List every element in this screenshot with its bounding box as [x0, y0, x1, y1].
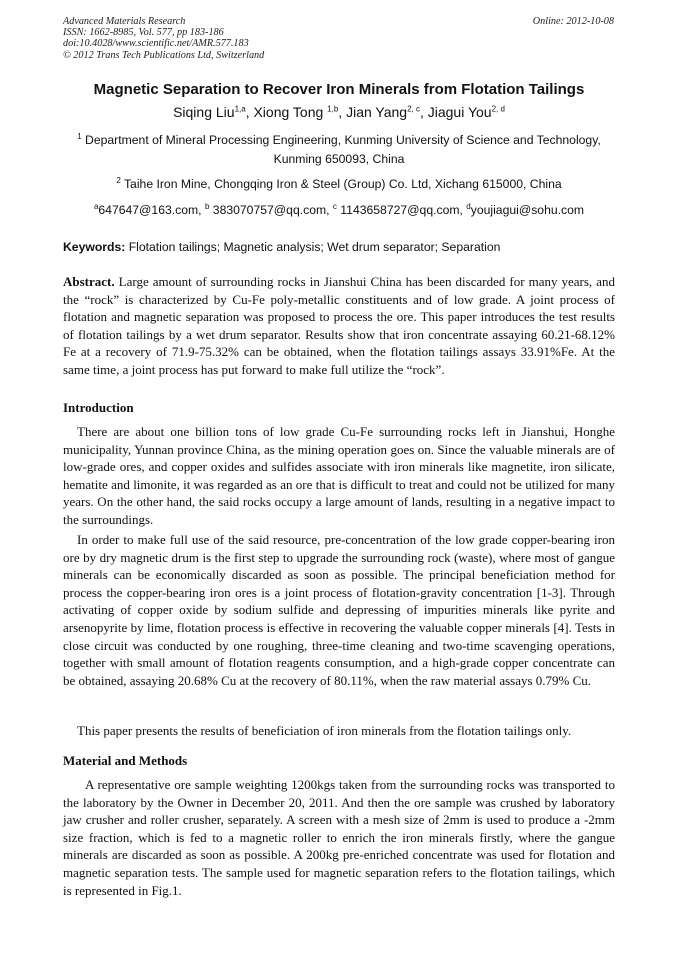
intro-paragraph-3: This paper presents the results of beneficiation of iron minerals from the flotation tailings only.	[77, 723, 572, 738]
intro-paragraph-2: In order to make full use of the said resource, pre-concentration of the low grade copper-bearing iron ore by dry magnetic drum is the first step to upgrade the surrounding rock (waste), where most of gangue minerals can be economically discarded as soon as possible. The principal beneficiation method for process the copper-bearing iron ores is a joint process of flotation-gravity concentration [1-3]. Through activating of copper oxide by sodium sulfide and depressing of impurities minerals like pyrite and arsenopyrite by lime, flotation process is effective in recovering the valuable copper minerals [4]. Tests in close circuit was conducted by one roughing, three-time cleaning and two-time scavenging operations, together with small amount of flotation reagents consumption, and a high-grade copper concentrate can be obtained, assaying 20.68% Cu at the recovery of 80.11%, when the raw material assays 0.79% Cu.	[63, 532, 615, 688]
author-affil-mark: 1,a	[234, 104, 246, 114]
email: 383070757@qq.com,	[209, 203, 333, 217]
doi-line: doi:10.4028/www.scientific.net/AMR.577.183	[63, 38, 249, 50]
affil-text: Department of Mineral Processing Engineering, Kunming University of Science and Technology,	[85, 133, 601, 147]
author-affil-mark: 2, d	[491, 104, 505, 114]
author-affil-mark: 2, c	[407, 104, 420, 114]
journal-header	[63, 16, 264, 61]
paper-title: Magnetic Separation to Recover Iron Minerals from Flotation Tailings	[93, 81, 585, 98]
journal-name: Advanced Materials Research	[63, 16, 186, 27]
section-heading-introduction: Introduction	[63, 400, 134, 415]
email-mark: d	[466, 201, 471, 211]
email-mark: a	[93, 201, 99, 211]
methods-paragraph-1: A representative ore sample weighting 1200kgs taken from the surrounding rocks was transported to the laboratory by the Owner in December 20, 2011. And then the ore sample was crushed by laboratory jaw crusher and roller crusher, separately. A screen with a mesh size of 2mm is used to produce a -2mm size fraction, which is fed to a magnetic roller to enrich the iron minerals firstly, where the gangue minerals are discarded as soon as possible. A 200kg pre-enriched concentrate was used for flotation and magnetic separation tests. The sample used for magnetic separation refers to the flotation tailings, which is represented in Fig.1.	[63, 777, 615, 898]
author-name: Jiagui You	[427, 104, 492, 120]
email-mark: b	[204, 201, 210, 211]
abstract-label: Abstract.	[63, 274, 115, 289]
online-date: Online: 2012-10-08	[532, 16, 614, 27]
affil-number: 2	[116, 175, 121, 185]
email: 1143658727@qq.com,	[336, 203, 467, 217]
intro-paragraph-1: There are about one billion tons of low grade Cu-Fe surrounding rocks left in Jianshui, Honghe municipality, Yunnan province China, as the mining operation goes on. Since the valuable minerals are of low-grade ores, and copper oxides and sulfides associate with iron minerals like magnetite, iron silicate, hematite and limonite, it was regarded as an ore that is difficult to treat and could not be utilized for many years. On the other hand, the said rocks occupy a large amount of lands, resulting in a negative impact to the surroundings.	[63, 424, 615, 527]
email-mark: c	[332, 201, 337, 211]
author-name: Siqing Liu	[173, 104, 235, 120]
affil-number: 1	[77, 131, 82, 141]
affiliation-2	[63, 175, 615, 194]
email-list	[63, 201, 615, 220]
issn-line: ISSN: 1662-8985, Vol. 577, pp 183-186	[63, 27, 224, 39]
abstract-text: Large amount of surrounding rocks in Jianshui China has been discarded for many years, and the “rock” is characterized by Cu-Fe poly-metallic constituents and of low grade. A joint process of flotation and magnetic separation was proposed to process the ore. This paper introduces the test results of flotation tailings by a wet drum separator. Results show that iron concentrate assaying 60.21-68.12% Fe at a recovery of 71.9-75.32% can be obtained, when the flotation tailings assays 33.91%Fe. At the same time, a joint process has put forward to make full utilize the “rock”.	[63, 274, 615, 377]
copyright-line: © 2012 Trans Tech Publications Ltd, Switzerland	[63, 49, 265, 61]
affil-text: Taihe Iron Mine, Chongqing Iron & Steel (Group) Co. Ltd, Xichang 615000, China	[123, 177, 562, 191]
email: youjiagui@sohu.com	[470, 203, 585, 217]
author-affil-mark: 1,b	[327, 104, 339, 114]
keywords-text: Flotation tailings; Magnetic analysis; Wet drum separator; Separation	[125, 240, 501, 254]
author-list: Siqing Liu$^{1,a}$, Xiong Tong $^{1,b}$, Jian Yang$^{2, c}$, Jiagui You$^{2, d}$	[173, 104, 505, 120]
keywords-label: Keywords:	[63, 240, 126, 254]
email: 647647@163.com,	[98, 203, 205, 217]
author-name: Xiong Tong	[253, 104, 328, 120]
affil-text: Kunming 650093, China	[273, 152, 405, 166]
author-name: Jian Yang	[346, 104, 408, 120]
abstract	[63, 273, 615, 379]
affiliation-1	[63, 131, 615, 169]
keywords	[63, 240, 615, 254]
section-heading-methods: Material and Methods	[63, 753, 188, 768]
